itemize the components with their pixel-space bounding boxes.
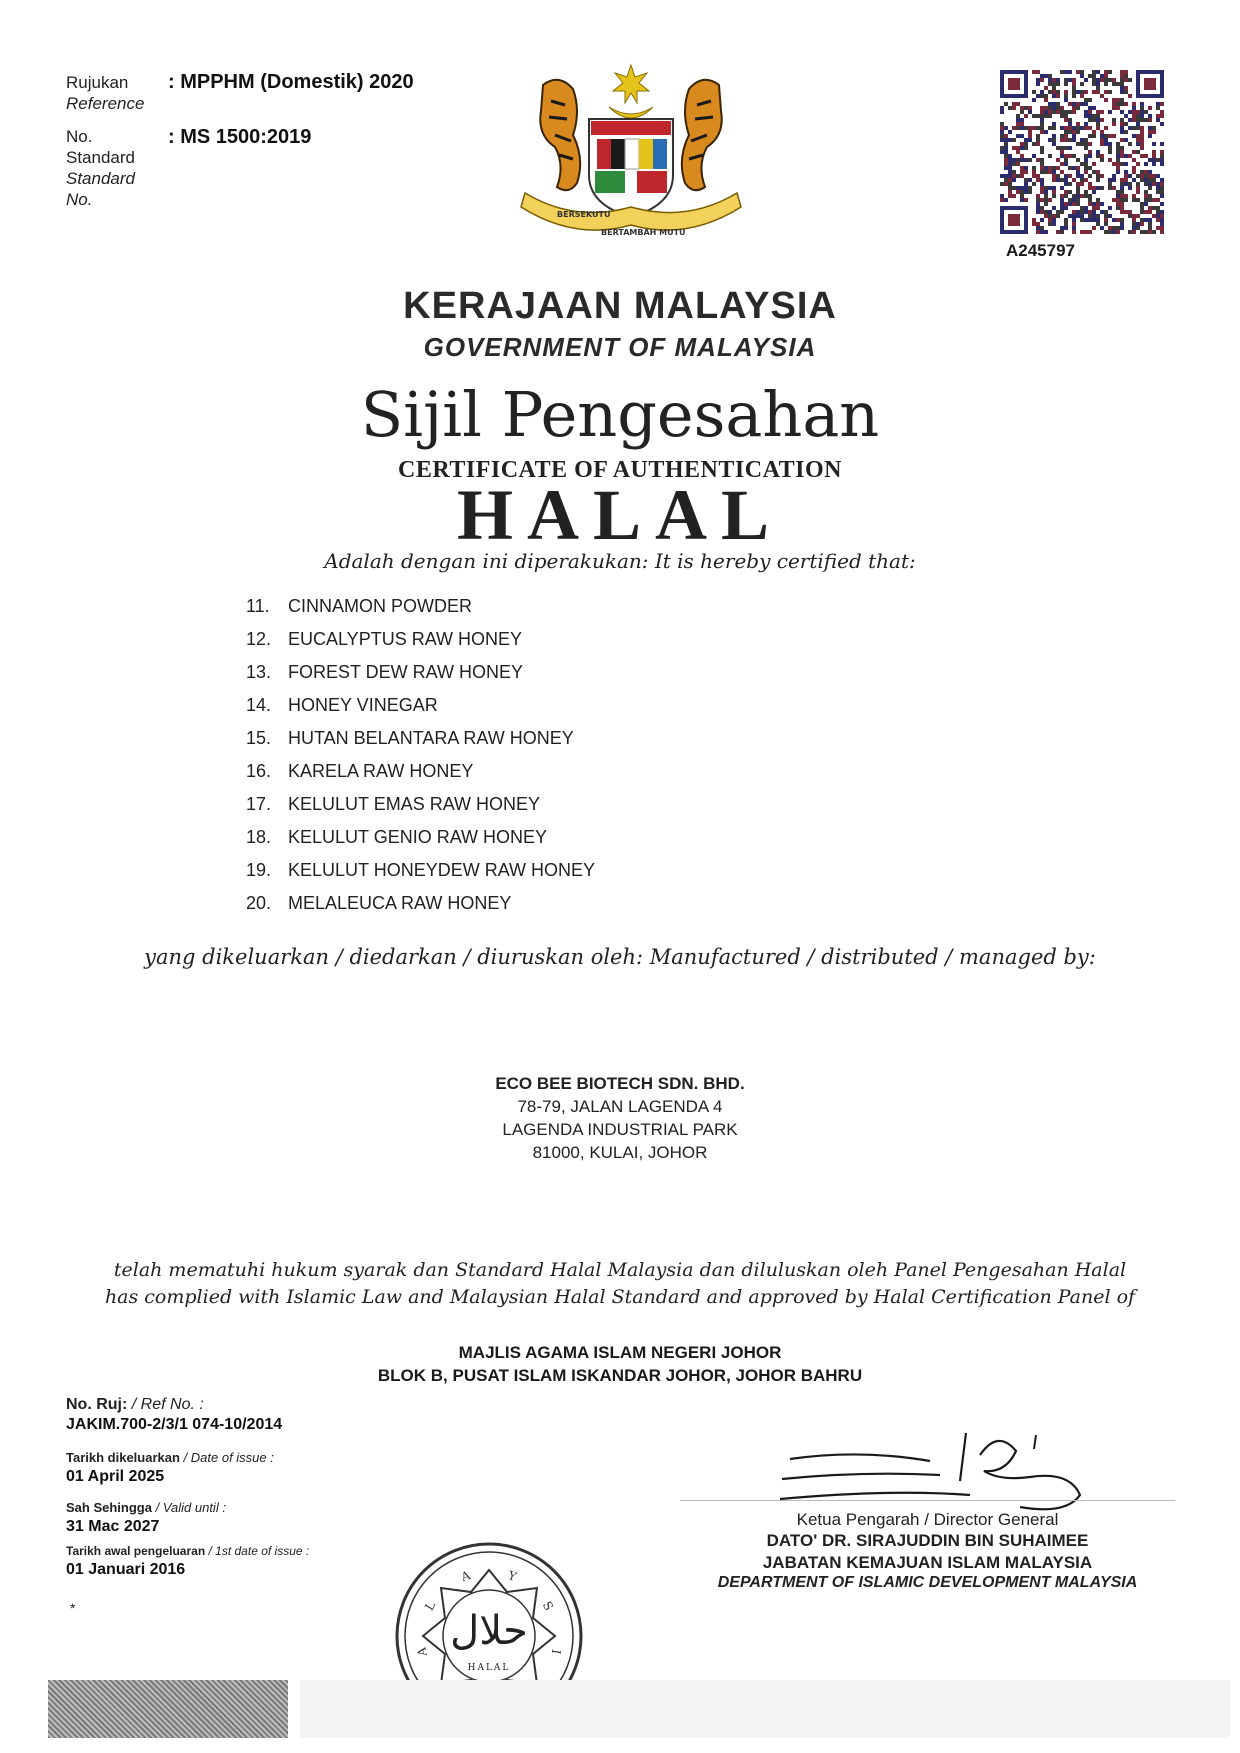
seal-arabic: حلال <box>450 1608 528 1654</box>
issue-date-label-ms: Tarikh dikeluarkan <box>66 1450 180 1465</box>
product-number: 16. <box>246 761 272 781</box>
product-item <box>246 629 595 662</box>
company-address-line: LAGENDA INDUSTRIAL PARK <box>502 1120 738 1139</box>
standard-label-en: Standard <box>66 169 135 188</box>
reference-label-en: Reference <box>66 94 145 113</box>
company-name: ECO BEE BIOTECH SDN. BHD. <box>495 1074 745 1093</box>
product-number: 20. <box>246 893 272 913</box>
standard-label <box>66 126 135 210</box>
product-name: KARELA RAW HONEY <box>288 761 474 781</box>
product-item <box>246 893 595 926</box>
seal-letter: S <box>539 1598 557 1614</box>
motto-bottom: BERTAMBAH MUTU <box>601 228 686 237</box>
product-name: MELALEUCA RAW HONEY <box>288 893 512 913</box>
product-number: 15. <box>246 728 272 748</box>
rujukan-label: Rujukan <box>66 73 129 92</box>
product-item <box>246 728 595 761</box>
seal-letter: A <box>459 1568 473 1585</box>
product-number: 11. <box>246 596 270 616</box>
product-name: KELULUT GENIO RAW HONEY <box>288 827 548 847</box>
no-label: No. <box>66 127 93 146</box>
product-item <box>246 695 595 728</box>
seal-label: HALAL <box>467 1663 511 1673</box>
seal-letter: Y <box>506 1568 519 1585</box>
serial-number: A245797 <box>1006 241 1076 260</box>
company-address-line: 81000, KULAI, JOHOR <box>532 1143 708 1162</box>
compliance-statement-en: has complied with Islamic Law and Malaysian Halal Standard and approved by Halal Certification Panel of <box>104 1286 1136 1308</box>
ref-no-label-en: / Ref No. : <box>131 1396 204 1413</box>
product-item <box>246 860 595 893</box>
heading-government-ms: KERAJAAN MALAYSIA <box>403 285 837 327</box>
manufactured-by-line: yang dikeluarkan / diedarkan / diuruskan oleh: Manufactured / distributed / managed by: <box>144 945 1096 969</box>
valid-until-value: 31 Mac 2027 <box>66 1518 160 1535</box>
company-address-line: 78-79, JALAN LAGENDA 4 <box>517 1097 723 1116</box>
product-name: KELULUT EMAS RAW HONEY <box>288 794 541 814</box>
product-number: 14. <box>246 695 272 715</box>
heading-certificate-of-authentication: CERTIFICATE OF AUTHENTICATION <box>398 457 842 483</box>
product-name: KELULUT HONEYDEW RAW HONEY <box>288 860 596 880</box>
motto-left: BERSEKUTU <box>557 210 611 219</box>
product-item <box>246 827 595 860</box>
council-name: MAJLIS AGAMA ISLAM NEGERI JOHOR <box>458 1343 782 1362</box>
seal-letter: L <box>422 1599 439 1613</box>
product-name: HUTAN BELANTARA RAW HONEY <box>288 728 574 748</box>
product-name: CINNAMON POWDER <box>288 596 472 616</box>
ref-no-label <box>66 1396 204 1414</box>
product-item <box>246 794 595 827</box>
heading-sijil-pengesahan: Sijil Pengesahan <box>360 378 880 451</box>
watermark-strip <box>300 1680 1230 1738</box>
signatory-department-en: DEPARTMENT OF ISLAMIC DEVELOPMENT MALAYSIA <box>717 1574 1138 1591</box>
standard-value: : MS 1500:2019 <box>168 126 312 148</box>
valid-until-label-en: / Valid until : <box>155 1500 226 1515</box>
council-address: BLOK B, PUSAT ISLAM ISKANDAR JOHOR, JOHOR BAHRU <box>377 1366 863 1385</box>
compliance-statement <box>0 1257 1240 1311</box>
council-block <box>0 1341 1240 1387</box>
signatory-department-ms: JABATAN KEMAJUAN ISLAM MALAYSIA <box>762 1553 1093 1572</box>
certified-line: Adalah dengan ini diperakukan: It is hereby certified that: <box>324 549 916 573</box>
valid-until-label-ms: Sah Sehingga <box>66 1500 152 1515</box>
product-item <box>246 662 595 695</box>
reference-label <box>66 72 144 114</box>
product-item <box>246 596 595 629</box>
qr-code-icon <box>1000 70 1164 234</box>
signatory-title: Ketua Pengarah / Director General <box>796 1510 1059 1529</box>
security-hatch-strip <box>48 1680 288 1738</box>
first-issue-label-en: / 1st date of issue : <box>208 1544 310 1558</box>
product-number: 18. <box>246 827 272 847</box>
compliance-statement-ms: telah mematuhi hukum syarak dan Standard Halal Malaysia dan diluluskan oleh Panel Pengesahan Halal <box>113 1259 1127 1281</box>
seal-letter: A <box>414 1646 430 1658</box>
issue-date-label <box>66 1450 274 1465</box>
product-name: HONEY VINEGAR <box>288 695 438 715</box>
first-issue-label-ms: Tarikh awal pengeluaran <box>66 1544 206 1558</box>
signature-line <box>680 1500 1175 1501</box>
product-name: EUCALYPTUS RAW HONEY <box>288 629 523 649</box>
first-issue-value: 01 Januari 2016 <box>66 1561 186 1578</box>
no-label-en: No. <box>66 190 93 209</box>
signature-icon <box>770 1415 1100 1525</box>
star-mark: * <box>70 1600 76 1616</box>
valid-until-label <box>66 1500 226 1515</box>
issue-date-label-en: / Date of issue : <box>183 1450 274 1465</box>
first-issue-label <box>66 1544 309 1558</box>
coat-of-arms-icon <box>515 55 747 245</box>
company-block <box>0 1072 1240 1164</box>
product-name: FOREST DEW RAW HONEY <box>288 662 524 682</box>
ref-no-label-ms: No. Ruj: <box>66 1396 128 1413</box>
product-number: 12. <box>246 629 272 649</box>
heading-government-en: GOVERNMENT OF MALAYSIA <box>423 332 817 362</box>
product-number: 17. <box>246 794 272 814</box>
issue-date-value: 01 April 2025 <box>66 1468 165 1485</box>
product-item <box>246 761 595 794</box>
standard-label-ms: Standard <box>66 148 135 167</box>
signatory-name: DATO' DR. SIRAJUDDIN BIN SUHAIMEE <box>766 1531 1089 1550</box>
reference-value: : MPPHM (Domestik) 2020 <box>168 71 414 93</box>
seal-letter: I <box>548 1648 564 1656</box>
product-number: 19. <box>246 860 272 880</box>
heading-halal: HALAL <box>456 475 784 555</box>
product-list <box>246 596 595 926</box>
ref-no-value: JAKIM.700-2/3/1 074-10/2014 <box>66 1416 283 1433</box>
product-number: 13. <box>246 662 272 682</box>
